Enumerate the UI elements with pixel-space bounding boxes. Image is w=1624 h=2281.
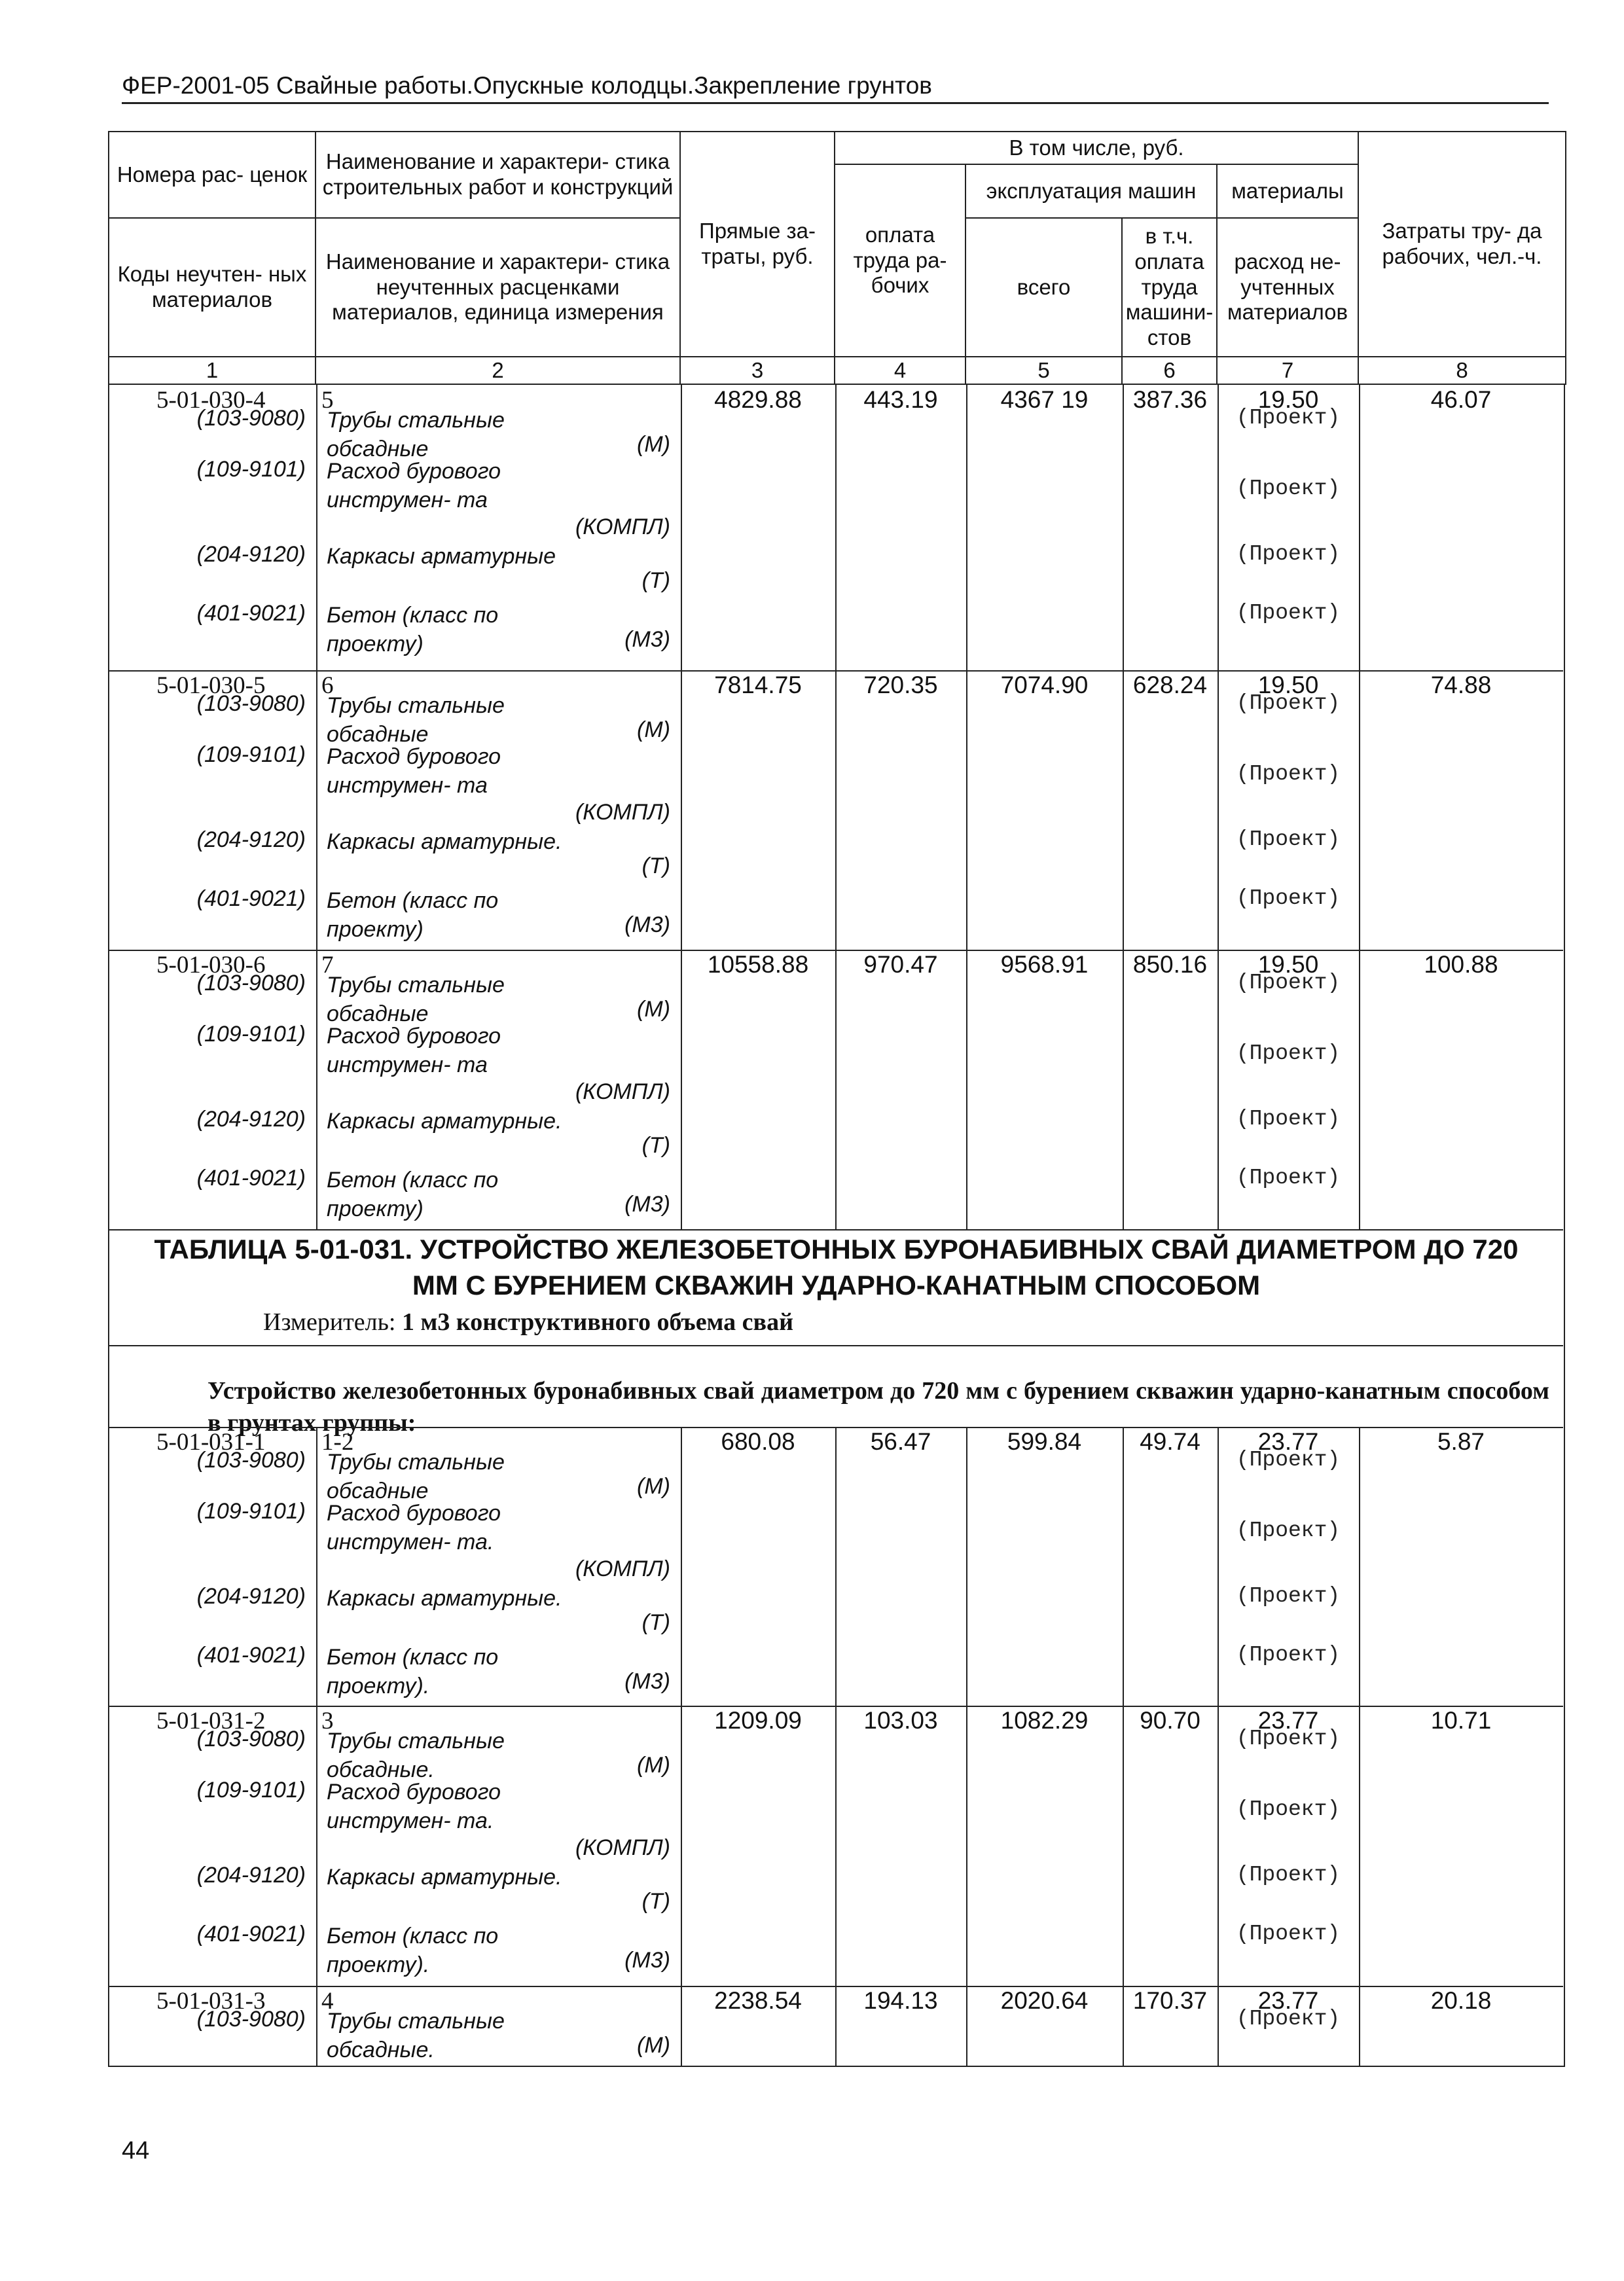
materials-cost: 23.77 [1257, 1707, 1319, 1734]
page-number: 44 [122, 2137, 150, 2164]
col-divider [966, 385, 967, 670]
material-name: Каркасы арматурные. [327, 1109, 562, 1134]
worker-wages: 56.47 [870, 1428, 931, 1455]
col-number-8: 8 [1358, 357, 1566, 384]
work-name: 1-2 [321, 1429, 354, 1456]
col-header-machine-operation: эксплуатация машин [965, 164, 1217, 218]
col-divider [835, 1706, 837, 1986]
worker-wages: 103.03 [863, 1707, 938, 1734]
col-number-5: 5 [965, 357, 1122, 384]
material-name: Расход бурового инструмен- та [327, 744, 501, 799]
direct-cost: 2238.54 [714, 1987, 802, 2014]
col-divider [835, 385, 837, 670]
materials-cost: 19.50 [1257, 951, 1319, 978]
col-divider [681, 950, 682, 1229]
worker-wages: 194.13 [863, 1987, 938, 2014]
material-code: (103-9080) [196, 1448, 306, 1473]
material-name: Бетон (класс по проекту) [327, 888, 499, 943]
col-divider [966, 950, 967, 1229]
project-spec-label: (Проект) [1236, 1107, 1341, 1131]
col-number-6: 6 [1122, 357, 1217, 384]
meter-label: Измеритель: [263, 1308, 396, 1336]
col-number-7: 7 [1217, 357, 1358, 384]
project-spec-label: (Проект) [1236, 691, 1341, 715]
meter-value: 1 м3 конструктивного объема свай [402, 1308, 793, 1336]
material-code: (204-9120) [196, 1107, 306, 1132]
table-header [108, 131, 1566, 357]
material-name: Расход бурового инструмен- та [327, 1024, 501, 1078]
col-header-material-name: Наименование и характери- стика неучтенных расценками материалов, единица измерения [316, 218, 680, 357]
col-header-material-consumption: расход не- учтенных материалов [1217, 218, 1358, 357]
col-number-2: 2 [316, 357, 680, 384]
col-header-labor-costs: Затраты тру- да рабочих, чел.-ч. [1358, 132, 1566, 357]
column-numbers-row [108, 356, 1566, 385]
material-code: (103-9080) [196, 691, 306, 716]
project-spec-label: (Проект) [1236, 406, 1341, 430]
project-spec-label: (Проект) [1236, 1727, 1341, 1751]
material-unit: (КОМПЛ) [575, 514, 670, 539]
material-unit: (КОМПЛ) [575, 1079, 670, 1104]
col-divider [835, 950, 837, 1229]
col-divider [835, 1427, 837, 1706]
project-spec-label: (Проект) [1236, 601, 1341, 625]
material-code: (204-9120) [196, 827, 306, 852]
material-name: Бетон (класс по проекту). [327, 1924, 499, 1978]
project-spec-label: (Проект) [1236, 1643, 1341, 1667]
col-number-3: 3 [680, 357, 835, 384]
project-spec-label: (Проект) [1236, 1166, 1341, 1190]
col-number-4: 4 [835, 357, 965, 384]
project-spec-label: (Проект) [1236, 1797, 1341, 1822]
rate-code: 5-01-031-2 [156, 1708, 266, 1734]
machine-total: 4367 19 [1000, 386, 1089, 413]
material-unit: (КОМПЛ) [575, 1556, 670, 1581]
material-code: (109-9101) [196, 457, 306, 482]
material-name: Трубы стальные обсадные [327, 973, 505, 1027]
material-unit: (М) [637, 2033, 670, 2058]
col-header-work-name: Наименование и характери- стика строительных работ и конструкций [316, 132, 680, 218]
material-name: Трубы стальные обсадные [327, 1450, 505, 1504]
material-code: (204-9120) [196, 1863, 306, 1888]
material-name: Бетон (класс по проекту). [327, 1645, 499, 1699]
material-unit: (Т) [641, 568, 670, 593]
material-code: (204-9120) [196, 1584, 306, 1609]
material-code: (401-9021) [196, 1922, 306, 1947]
material-name: Расход бурового инструмен- та [327, 459, 501, 513]
table-title-line-1: ТАБЛИЦА 5-01-031. УСТРОЙСТВО ЖЕЛЕЗОБЕТОННЫХ БУРОНАБИВНЫХ СВАЙ ДИАМЕТРОМ ДО 720 [154, 1234, 1519, 1265]
col-header-rate-numbers: Номера рас- ценок [109, 132, 316, 218]
direct-cost: 10558.88 [707, 951, 809, 978]
material-name: Каркасы арматурные. [327, 1586, 562, 1611]
table-body [108, 385, 1565, 2067]
row-rule [109, 1427, 1563, 1428]
worker-wages: 720.35 [863, 672, 938, 698]
material-code: (109-9101) [196, 1499, 306, 1524]
machinist-wages: 387.36 [1132, 386, 1208, 413]
material-unit: (М) [637, 1474, 670, 1499]
material-name: Каркасы арматурные. [327, 829, 562, 854]
machinist-wages: 628.24 [1132, 672, 1208, 698]
material-unit: (Т) [641, 1133, 670, 1158]
project-spec-label: (Проект) [1236, 1448, 1341, 1472]
material-code: (103-9080) [196, 971, 306, 996]
material-unit: (М) [637, 717, 670, 742]
project-spec-label: (Проект) [1236, 827, 1341, 852]
col-divider [1359, 1706, 1360, 1986]
work-name: 3 [321, 1708, 334, 1734]
material-name: Каркасы арматурные [327, 544, 556, 569]
project-spec-label: (Проект) [1236, 542, 1341, 566]
col-divider [681, 385, 682, 670]
col-divider [1123, 385, 1124, 670]
col-divider [1359, 385, 1360, 670]
material-unit: (Т) [641, 1889, 670, 1914]
project-spec-label: (Проект) [1236, 1863, 1341, 1887]
col-divider [1359, 1427, 1360, 1706]
machinist-wages: 170.37 [1132, 1987, 1208, 2014]
rate-code: 5-01-030-5 [156, 672, 266, 699]
group-description: Устройство железобетонных буронабивных свай диаметром до 720 мм с бурением скважин ударно-канатным способом в грунтах группы: [208, 1377, 1549, 1437]
col-divider [966, 1427, 967, 1706]
col-divider [1123, 670, 1124, 950]
materials-cost: 23.77 [1257, 1987, 1319, 2014]
col-divider [681, 1706, 682, 1986]
rate-code: 5-01-031-3 [156, 1988, 266, 2015]
col-divider [1123, 1706, 1124, 1986]
machine-total: 599.84 [1007, 1428, 1082, 1455]
project-spec-label: (Проект) [1236, 2007, 1341, 2031]
machine-total: 7074.90 [1000, 672, 1089, 698]
project-spec-label: (Проект) [1236, 476, 1341, 501]
direct-cost: 680.08 [721, 1428, 795, 1455]
material-unit: (М3) [624, 1192, 670, 1217]
material-unit: (М) [637, 1753, 670, 1778]
direct-cost: 7814.75 [714, 672, 802, 698]
col-header-machine-total: всего [965, 218, 1122, 357]
rate-code: 5-01-030-6 [156, 952, 266, 979]
material-unit: (М3) [624, 627, 670, 652]
machinist-wages: 850.16 [1132, 951, 1208, 978]
project-spec-label: (Проект) [1236, 886, 1341, 910]
material-code: (401-9021) [196, 1166, 306, 1191]
project-spec-label: (Проект) [1236, 1518, 1341, 1543]
project-spec-label: (Проект) [1236, 971, 1341, 995]
labor-cost: 100.88 [1424, 951, 1498, 978]
work-name: 7 [321, 952, 334, 979]
col-header-direct-costs: Прямые за- траты, руб. [680, 132, 835, 357]
col-header-material-codes: Коды неучтен- ных материалов [109, 218, 316, 357]
material-code: (204-9120) [196, 542, 306, 567]
material-code: (103-9080) [196, 1727, 306, 1751]
page-header: ФЕР-2001-05 Свайные работы.Опускные колодцы.Закрепление грунтов [122, 72, 1549, 104]
material-code: (109-9101) [196, 742, 306, 767]
material-unit: (Т) [641, 1610, 670, 1635]
col-divider [1123, 1427, 1124, 1706]
col-header-machinist-wages: в т.ч. оплата труда машини- стов [1122, 218, 1217, 357]
worker-wages: 443.19 [863, 386, 938, 413]
machinist-wages: 90.70 [1140, 1707, 1200, 1734]
material-name: Трубы стальные обсадные. [327, 1729, 505, 1783]
material-unit: (КОМПЛ) [575, 800, 670, 825]
col-header-including: В том числе, руб. [835, 132, 1358, 164]
material-code: (103-9080) [196, 2007, 306, 2032]
machinist-wages: 49.74 [1140, 1428, 1200, 1455]
worker-wages: 970.47 [863, 951, 938, 978]
material-name: Расход бурового инструмен- та. [327, 1780, 501, 1834]
meter-line [263, 1308, 793, 1337]
material-code: (401-9021) [196, 886, 306, 911]
col-divider [681, 670, 682, 950]
col-divider [681, 1427, 682, 1706]
material-name: Каркасы арматурные. [327, 1865, 562, 1890]
col-divider [835, 670, 837, 950]
col-header-materials: материалы [1217, 164, 1358, 218]
labor-cost: 10.71 [1430, 1707, 1492, 1734]
material-name: Трубы стальные обсадные [327, 693, 505, 747]
work-name: 5 [321, 387, 334, 414]
machine-total: 2020.64 [1000, 1987, 1089, 2014]
labor-cost: 74.88 [1430, 672, 1492, 698]
project-spec-label: (Проект) [1236, 1584, 1341, 1608]
material-name: Трубы стальные обсадные. [327, 2009, 505, 2063]
material-unit: (КОМПЛ) [575, 1835, 670, 1860]
machine-total: 9568.91 [1000, 951, 1089, 978]
material-name: Расход бурового инструмен- та. [327, 1501, 501, 1555]
material-unit: (М3) [624, 1669, 670, 1694]
labor-cost: 5.87 [1437, 1428, 1485, 1455]
material-unit: (М3) [624, 1948, 670, 1973]
material-code: (401-9021) [196, 601, 306, 626]
col-divider [1359, 670, 1360, 950]
material-name: Бетон (класс по проекту) [327, 1168, 499, 1222]
material-unit: (М) [637, 997, 670, 1022]
work-name: 4 [321, 1988, 334, 2015]
material-code: (103-9080) [196, 406, 306, 431]
material-unit: (М3) [624, 912, 670, 937]
material-code: (109-9101) [196, 1778, 306, 1803]
machine-total: 1082.29 [1000, 1707, 1089, 1734]
material-name: Бетон (класс по проекту) [327, 603, 499, 657]
row-rule [109, 1229, 1563, 1230]
col-divider [966, 670, 967, 950]
materials-cost: 19.50 [1257, 386, 1319, 413]
materials-cost: 19.50 [1257, 672, 1319, 698]
table-title-line-2: ММ С БУРЕНИЕМ СКВАЖИН УДАРНО-КАНАТНЫМ СПОСОБОМ [412, 1270, 1261, 1301]
work-name: 6 [321, 672, 334, 699]
project-spec-label: (Проект) [1236, 1041, 1341, 1066]
project-spec-label: (Проект) [1236, 1922, 1341, 1946]
material-code: (401-9021) [196, 1643, 306, 1668]
labor-cost: 46.07 [1430, 386, 1492, 413]
section-rule [109, 1345, 1563, 1346]
material-unit: (М) [637, 432, 670, 457]
project-spec-label: (Проект) [1236, 762, 1341, 786]
rate-code: 5-01-030-4 [156, 387, 266, 414]
materials-cost: 23.77 [1257, 1428, 1319, 1455]
col-divider [1359, 950, 1360, 1229]
direct-cost: 4829.88 [714, 386, 802, 413]
material-unit: (Т) [641, 853, 670, 878]
col-divider [1123, 950, 1124, 1229]
labor-cost: 20.18 [1430, 1987, 1492, 2014]
material-name: Трубы стальные обсадные [327, 408, 505, 462]
rate-code: 5-01-031-1 [156, 1429, 266, 1456]
col-divider [966, 1706, 967, 1986]
direct-cost: 1209.09 [714, 1707, 802, 1734]
material-code: (109-9101) [196, 1022, 306, 1047]
col-number-1: 1 [109, 357, 316, 384]
col-header-worker-wages: оплата труда ра- бочих [835, 164, 965, 357]
